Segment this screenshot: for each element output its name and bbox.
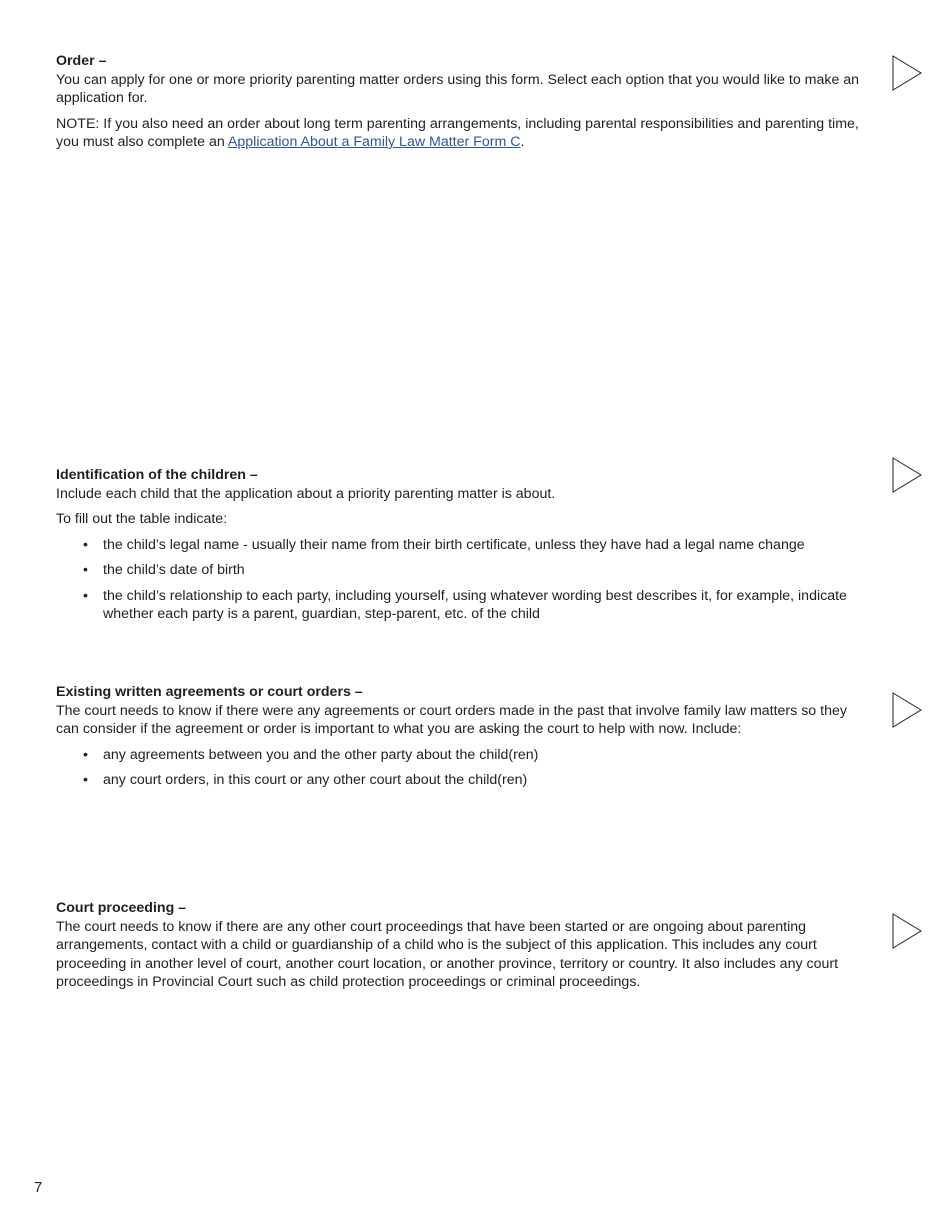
order-note-text: NOTE: If you also need an order about long term parenting arrangements, including parental responsibilities and parenting time, you must also complete an [56, 115, 859, 150]
triangle-right-icon[interactable] [892, 55, 922, 91]
bullet-icon: • [83, 772, 88, 788]
order-note [56, 115, 866, 152]
list-item [56, 561, 866, 580]
section-court-proceeding [56, 899, 866, 992]
section-children [56, 466, 866, 631]
bullet-text: the child’s date of birth [103, 562, 245, 578]
section-order [56, 52, 866, 152]
list-item [56, 536, 866, 555]
order-intro: You can apply for one or more priority parenting matter orders using this form. Select each option that you would like to make an application for. [56, 71, 860, 106]
bullet-icon: • [83, 536, 88, 553]
bullet-text: any court orders, in this court or any other court about the child(ren) [103, 772, 528, 788]
bullet-icon: • [83, 562, 88, 578]
agreements-heading: Existing written agreements or court orders – [56, 684, 363, 700]
bullet-icon: • [83, 587, 88, 604]
proceeding-intro: The court needs to know if there are any other court proceedings that have been started or are ongoing about parenting arrangements, contact with a child or guardianship of a child who is the subject of this application. This includes any court proceeding in another level of court, another court location, or another province, territory or country. It also includes any court proceedings in Provincial Court such as child protection proceedings or criminal proceedings. [56, 918, 839, 990]
list-item [56, 587, 866, 624]
children-table-lead: To fill out the table indicate: [56, 511, 228, 527]
form-c-link[interactable]: Application About a Family Law Matter Form C [227, 134, 521, 150]
bullet-icon: • [83, 746, 88, 763]
bullet-text: the child’s relationship to each party, including yourself, using whatever wording best describes it, for example, indicate whether each party is a parent, guardian, step-parent, etc. of the child [103, 587, 847, 622]
children-intro: Include each child that the application about a priority parenting matter is about. [56, 485, 556, 502]
proceeding-heading: Court proceeding – [56, 900, 187, 916]
children-bullet-list [56, 536, 866, 624]
order-heading: Order – [56, 53, 107, 69]
triangle-right-icon[interactable] [892, 913, 922, 949]
agreements-bullet-list [56, 746, 866, 790]
bullet-text: the child’s legal name - usually their name from their birth certificate, unless they have had a legal name change [103, 536, 805, 553]
page-number: 7 [34, 1179, 43, 1196]
triangle-right-icon[interactable] [892, 692, 922, 728]
list-item [56, 746, 866, 765]
order-note-end: . [520, 134, 525, 150]
agreements-intro: The court needs to know if there were any agreements or court orders made in the past that involve family law matters so they can consider if the agreement or order is important to what you are asking the court to help with now. Include: [56, 702, 847, 737]
children-heading: Identification of the children – [56, 467, 258, 483]
bullet-text: any agreements between you and the other party about the child(ren) [103, 746, 539, 763]
section-agreements [56, 683, 866, 797]
list-item [56, 771, 866, 790]
triangle-right-icon[interactable] [892, 457, 922, 493]
